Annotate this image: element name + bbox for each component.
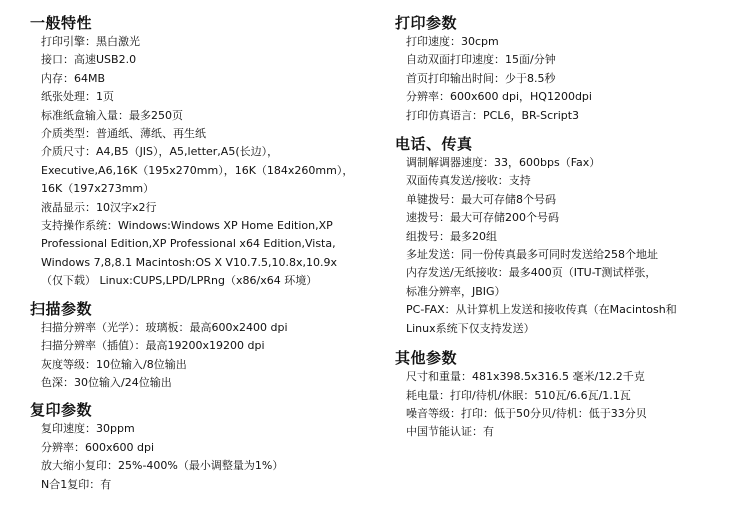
spec-line: 分辨率：600x600 dpi，HQ1200dpi xyxy=(406,90,592,104)
general-heading: 一般特性 xyxy=(30,14,93,32)
print-list xyxy=(395,33,745,125)
spec-line: 噪音等级：打印：低于50分贝/待机：低于33分贝 xyxy=(406,406,647,420)
spec-line: 液晶显示：10汉字x2行 xyxy=(41,200,157,214)
general-list xyxy=(30,33,390,291)
spec-line: 打印速度：30cpm xyxy=(406,35,499,48)
spec-line: 16K（197x273mm） xyxy=(41,182,155,196)
print-heading: 打印参数 xyxy=(395,14,458,32)
spec-line: 灰度等级：10位输入/8位输出 xyxy=(41,357,187,371)
spec-line: N合1复印：有 xyxy=(41,477,112,491)
spec-line: 标准纸盒输入量：最多250页 xyxy=(41,108,183,122)
right-column xyxy=(395,0,745,442)
spec-line: 尺寸和重量：481x398.5x316.5 毫米/12.2千克 xyxy=(406,370,645,384)
fax-section xyxy=(395,125,745,338)
spec-line: 双面传真发送/接收：支持 xyxy=(406,174,531,188)
spec-line: 纸张处理：1页 xyxy=(41,90,114,104)
spec-line: 扫描分辨率（光学）：玻璃板：最高600x2400 dpi xyxy=(41,320,288,334)
spec-line: 速拨号：最大可存储200个号码 xyxy=(406,211,559,225)
scan-heading: 扫描参数 xyxy=(30,299,93,318)
scan-section xyxy=(30,291,390,393)
spec-line: 首页打印输出时间：少于8.5秒 xyxy=(406,71,556,85)
spec-line: 色深：30位输入/24位输出 xyxy=(41,375,172,389)
spec-line: 单键拨号：最大可存储8个号码 xyxy=(406,192,556,206)
fax-heading: 电话、传真 xyxy=(395,135,473,154)
spec-line: 介质尺寸：A4,B5（JIS），A5,letter,A5(长边）， xyxy=(41,145,279,159)
spec-line: Professional Edition,XP Professional x64 Edition,Vista, xyxy=(41,237,336,251)
left-column xyxy=(30,0,390,494)
other-heading: 其他参数 xyxy=(395,349,458,368)
spec-line: 复印速度：30ppm xyxy=(41,422,135,436)
spec-line: 放大缩小复印：25%-400%（最小调整量为1%） xyxy=(41,459,284,473)
copy-section xyxy=(30,392,390,494)
spec-line: Linux系统下仅支持发送） xyxy=(406,321,535,335)
spec-line: 支持操作系统：Windows:Windows XP Home Edition,XP xyxy=(41,219,333,233)
spec-line: 接口：高速USB2.0 xyxy=(41,53,137,67)
spec-line: 扫描分辨率（插值）：最高19200x19200 dpi xyxy=(41,339,265,353)
spec-line: Executive,A6,16K（195x270mm），16K（184x260mm）， xyxy=(41,163,354,177)
other-list xyxy=(395,368,745,442)
spec-line: 调制解调器速度：33，600bps（Fax） xyxy=(406,156,601,170)
other-section xyxy=(395,338,745,442)
scan-list xyxy=(30,319,390,393)
fax-list xyxy=(395,154,745,338)
print-section xyxy=(395,0,745,125)
spec-line: 中国节能认证：有 xyxy=(406,425,494,439)
spec-line: 内存：64MB xyxy=(41,71,106,85)
spec-line: （仅下载） Linux:CUPS,LPD/LPRng（x86/x64 环境） xyxy=(41,274,318,288)
spec-line: 打印引擎：黑白激光 xyxy=(41,35,140,48)
spec-line: 内存发送/无纸接收：最多400页（ITU-T测试样张， xyxy=(406,266,657,280)
spec-line: 自动双面打印速度：15面/分钟 xyxy=(406,53,556,67)
spec-line: 打印仿真语言：PCL6，BR-Script3 xyxy=(406,108,580,122)
spec-line: 多址发送：同一份传真最多可同时发送给258个地址 xyxy=(406,248,658,262)
spec-line: 分辨率：600x600 dpi xyxy=(41,440,155,454)
spec-line: Windows 7,8,8.1 Macintosh:OS X V10.7.5,10.8x,10.9x xyxy=(41,255,338,269)
copy-list xyxy=(30,420,390,494)
spec-line: 标准分辨率，JBIG） xyxy=(406,284,506,298)
copy-heading: 复印参数 xyxy=(30,401,93,420)
general-section xyxy=(30,0,390,291)
spec-line: 介质类型：普通纸、薄纸、再生纸 xyxy=(41,127,206,141)
spec-line: PC-FAX：从计算机上发送和接收传真（在Macintosh和 xyxy=(406,303,677,317)
spec-line: 组拨号：最多20组 xyxy=(406,229,497,243)
spec-line: 耗电量：打印/待机/休眠：510瓦/6.6瓦/1.1瓦 xyxy=(406,388,631,402)
